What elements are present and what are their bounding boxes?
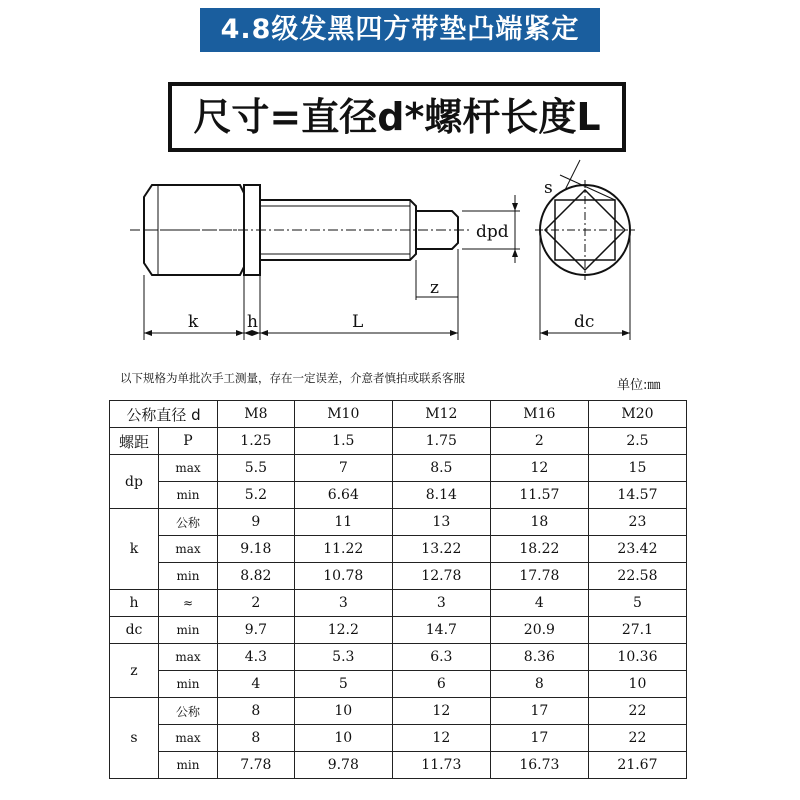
table-cell: 5.3 xyxy=(294,644,392,671)
label-z: z xyxy=(430,278,439,298)
label-k: k xyxy=(188,312,199,332)
table-cell: 22 xyxy=(588,725,686,752)
table-cell: 2 xyxy=(218,590,295,617)
table-cell: 8.14 xyxy=(392,482,490,509)
table-cell: 1.25 xyxy=(218,428,295,455)
row-label: h xyxy=(110,590,159,617)
label-L: L xyxy=(352,312,364,332)
unit-label: 单位:㎜ xyxy=(617,378,661,393)
table-row xyxy=(110,536,687,563)
title-banner: 4.8级发黑四方带垫凸端紧定 xyxy=(200,8,600,52)
label-dpd: dpd xyxy=(476,222,509,242)
table-row xyxy=(110,698,687,725)
table-cell: 20.9 xyxy=(490,617,588,644)
table-cell: 9.18 xyxy=(218,536,295,563)
table-cell: 5.2 xyxy=(218,482,295,509)
table-row xyxy=(110,752,687,779)
header-label: 公称直径 d xyxy=(110,401,218,428)
header-size: M16 xyxy=(490,401,588,428)
table-cell: 15 xyxy=(588,455,686,482)
table-row xyxy=(110,590,687,617)
table-cell: 8 xyxy=(490,671,588,698)
table-cell: 11.57 xyxy=(490,482,588,509)
row-sub: max xyxy=(159,725,218,752)
table-cell: 10.78 xyxy=(294,563,392,590)
row-sub: min xyxy=(159,563,218,590)
table-cell: 13 xyxy=(392,509,490,536)
table-cell: 12.78 xyxy=(392,563,490,590)
table-cell: 10 xyxy=(294,725,392,752)
table-cell: 17 xyxy=(490,725,588,752)
header-size: M8 xyxy=(218,401,295,428)
table-row xyxy=(110,455,687,482)
table-cell: 9.78 xyxy=(294,752,392,779)
table-cell: 13.22 xyxy=(392,536,490,563)
table-cell: 16.73 xyxy=(490,752,588,779)
table-row xyxy=(110,563,687,590)
table-cell: 17.78 xyxy=(490,563,588,590)
size-formula-box: 尺寸=直径d*螺杆长度L xyxy=(168,82,626,152)
row-sub: ≈ xyxy=(159,590,218,617)
table-header-row xyxy=(110,401,687,428)
row-sub: min xyxy=(159,617,218,644)
table-cell: 8.82 xyxy=(218,563,295,590)
table-cell: 22 xyxy=(588,698,686,725)
table-cell: 4 xyxy=(218,671,295,698)
table-row xyxy=(110,482,687,509)
table-cell: 11.22 xyxy=(294,536,392,563)
table-cell: 11.73 xyxy=(392,752,490,779)
table-cell: 1.5 xyxy=(294,428,392,455)
table-cell: 4.3 xyxy=(218,644,295,671)
row-sub: max xyxy=(159,536,218,563)
table-cell: 6 xyxy=(392,671,490,698)
table-cell: 8 xyxy=(218,698,295,725)
table-cell: 14.57 xyxy=(588,482,686,509)
header-size: M20 xyxy=(588,401,686,428)
row-label: 螺距 xyxy=(110,428,159,455)
table-cell: 17 xyxy=(490,698,588,725)
table-cell: 23 xyxy=(588,509,686,536)
row-label: dp xyxy=(110,455,159,509)
table-cell: 10 xyxy=(294,698,392,725)
table-cell: 22.58 xyxy=(588,563,686,590)
table-cell: 7.78 xyxy=(218,752,295,779)
row-sub: 公称 xyxy=(159,509,218,536)
row-label: dc xyxy=(110,617,159,644)
header-size: M12 xyxy=(392,401,490,428)
table-cell: 8.5 xyxy=(392,455,490,482)
table-cell: 21.67 xyxy=(588,752,686,779)
table-cell: 18 xyxy=(490,509,588,536)
row-sub: min xyxy=(159,671,218,698)
table-cell: 2 xyxy=(490,428,588,455)
row-label: z xyxy=(110,644,159,698)
row-sub: min xyxy=(159,482,218,509)
table-cell: 8 xyxy=(218,725,295,752)
spec-table xyxy=(109,400,687,779)
table-cell: 7 xyxy=(294,455,392,482)
table-cell: 1.75 xyxy=(392,428,490,455)
table-cell: 11 xyxy=(294,509,392,536)
table-cell: 18.22 xyxy=(490,536,588,563)
table-cell: 9.7 xyxy=(218,617,295,644)
table-row xyxy=(110,617,687,644)
table-cell: 23.42 xyxy=(588,536,686,563)
table-cell: 27.1 xyxy=(588,617,686,644)
table-cell: 12 xyxy=(392,725,490,752)
table-row xyxy=(110,644,687,671)
table-row xyxy=(110,725,687,752)
table-cell: 6.3 xyxy=(392,644,490,671)
bolt-technical-drawing xyxy=(110,155,670,355)
table-cell: 14.7 xyxy=(392,617,490,644)
table-cell: 12 xyxy=(490,455,588,482)
table-cell: 12.2 xyxy=(294,617,392,644)
row-sub: 公称 xyxy=(159,698,218,725)
table-cell: 2.5 xyxy=(588,428,686,455)
table-cell: 8.36 xyxy=(490,644,588,671)
table-cell: 4 xyxy=(490,590,588,617)
row-label: s xyxy=(110,698,159,779)
table-cell: 12 xyxy=(392,698,490,725)
label-s: s xyxy=(544,178,553,198)
table-cell: 5 xyxy=(588,590,686,617)
table-cell: 3 xyxy=(392,590,490,617)
table-cell: 9 xyxy=(218,509,295,536)
header-size: M10 xyxy=(294,401,392,428)
table-row xyxy=(110,428,687,455)
measurement-note: 以下规格为单批次手工测量，存在一定误差，介意者慎拍或联系客服 xyxy=(120,371,465,385)
table-cell: 6.64 xyxy=(294,482,392,509)
table-row xyxy=(110,509,687,536)
row-sub: P xyxy=(159,428,218,455)
table-cell: 5.5 xyxy=(218,455,295,482)
row-label: k xyxy=(110,509,159,590)
row-sub: max xyxy=(159,455,218,482)
row-sub: max xyxy=(159,644,218,671)
table-cell: 5 xyxy=(294,671,392,698)
table-cell: 10.36 xyxy=(588,644,686,671)
table-row xyxy=(110,671,687,698)
table-cell: 3 xyxy=(294,590,392,617)
label-h: h xyxy=(247,312,258,332)
label-dc: dc xyxy=(574,312,595,332)
table-cell: 10 xyxy=(588,671,686,698)
row-sub: min xyxy=(159,752,218,779)
